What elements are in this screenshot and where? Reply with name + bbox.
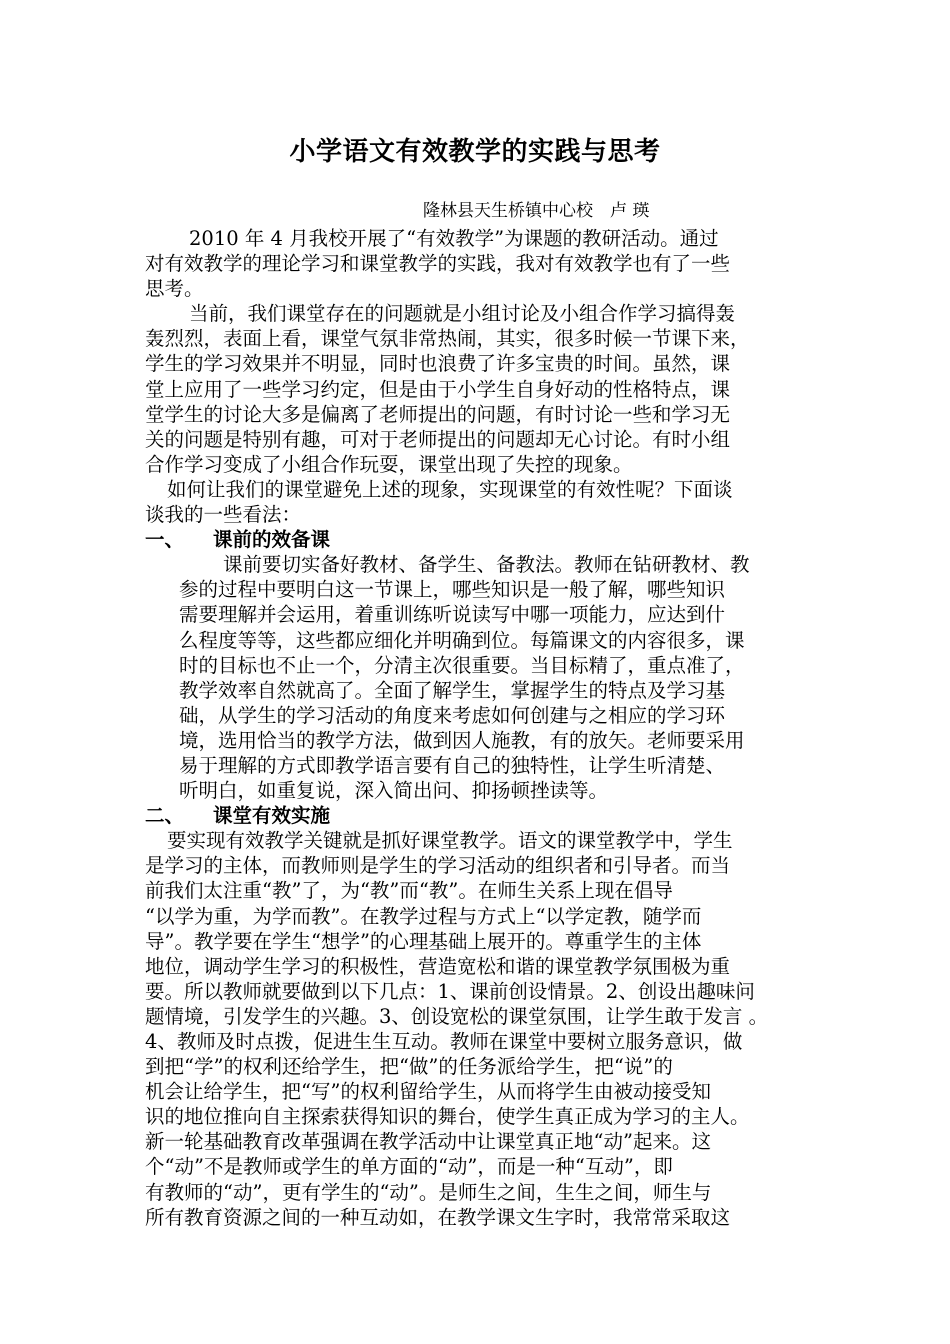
paragraph-line: “以学为重，为学而教”。在教学过程与方式上“以学定教，随学而 [145, 904, 702, 928]
paragraph-line: 合作学习变成了小组合作玩耍，课堂出现了失控的现象。 [145, 452, 633, 476]
paragraph-line: 思考。 [145, 277, 204, 301]
paragraph-line: 有教师的“动”，更有学生的“动”。是师生之间，生生之间，师生与 [145, 1180, 712, 1204]
author-line: 隆林县天生桥镇中心校 卢 瑛 [423, 201, 650, 221]
paragraph-line: 堂学生的讨论大多是偏离了老师提出的问题，有时讨论一些和学习无 [145, 402, 731, 426]
paragraph-line: 轰烈烈，表面上看，课堂气氛非常热闹，其实，很多时候一节课下来， [145, 327, 750, 351]
paragraph-line: 要实现有效教学关键就是抓好课堂教学。语文的课堂教学中，学生 [167, 829, 733, 853]
section-number: 二、 [145, 804, 185, 828]
section-heading [145, 527, 809, 552]
paragraph-line: 新一轮基础教育改革强调在教学活动中让课堂真正地“动”起来。这 [145, 1130, 711, 1154]
section-title: 课前的效备课 [213, 528, 331, 552]
paragraph-line: 识的地位推向自主探索获得知识的舞台，使学生真正成为学习的主人。 [145, 1105, 750, 1129]
paragraph-line: 时的目标也不止一个，分清主次很重要。当目标精了，重点准了， [179, 653, 745, 677]
paragraph-line: 课前要切实备好教材、备学生、备教法。教师在钻研教材、教 [223, 553, 750, 577]
paragraph-line: 到把“学”的权利还给学生，把“做”的任务派给学生，把“说”的 [145, 1055, 673, 1079]
paragraph-line: 学生的学习效果并不明显，同时也浪费了许多宝贵的时间。虽然，课 [145, 352, 731, 376]
paragraph-line: 堂上应用了一些学习约定，但是由于小学生自身好动的性格特点，课 [145, 377, 731, 401]
paragraph-line: 对有效教学的理论学习和课堂教学的实践，我对有效教学也有了一些 [145, 252, 731, 276]
paragraph-line: 2010 年 4 月我校开展了“有效教学”为课题的教研活动。通过 [189, 227, 719, 250]
paragraph-line: 谈我的一些看法： [145, 503, 302, 527]
paragraph-line: 需要理解并会运用，着重训练听说读写中哪一项能力，应达到什 [179, 603, 726, 627]
paragraph-line: 4、教师及时点拨，促进生生互动。教师在课堂中要树立服务意识，做 [145, 1030, 743, 1053]
paragraph-line: 前我们太注重“教”了，为“教”而“教”。在师生关系上现在倡导 [145, 879, 673, 903]
paragraph-line: 导”。教学要在学生“想学”的心理基础上展开的。尊重学生的主体 [145, 929, 702, 953]
paragraph-line: 如何让我们的课堂避免上述的现象，实现课堂的有效性呢？下面谈 [167, 477, 733, 501]
paragraph-line: 地位，调动学生学习的积极性，营造宽松和谐的课堂教学氛围极为重 [145, 954, 731, 978]
paragraph-line: 关的问题是特别有趣，可对于老师提出的问题却无心讨论。有时小组 [145, 427, 731, 451]
document-title: 小学语文有效教学的实践与思考 [289, 137, 661, 167]
paragraph-line: 参的过程中要明白这一节课上，哪些知识是一般了解，哪些知识 [179, 578, 726, 602]
section-number: 一、 [145, 528, 185, 552]
paragraph-line: 境，选用恰当的教学方法，做到因人施教，有的放矢。老师要采用 [179, 728, 745, 752]
section-heading [145, 803, 809, 828]
paragraph-line: 是学习的主体，而教师则是学生的学习活动的组织者和引导者。而当 [145, 854, 731, 878]
paragraph-line: 么程度等等，这些都应细化并明确到位。每篇课文的内容很多，课 [179, 628, 745, 652]
paragraph-line: 听明白，如重复说，深入简出问、抑扬顿挫读等。 [179, 779, 609, 803]
paragraph-line: 当前，我们课堂存在的问题就是小组讨论及小组合作学习搞得轰 [189, 302, 736, 326]
paragraph-line: 题情境，引发学生的兴趣。3、创设宽松的课堂氛围，让学生敢于发言 。 [145, 1004, 769, 1028]
paragraph-line: 教学效率自然就高了。全面了解学生，掌握学生的特点及学习基 [179, 678, 726, 702]
paragraph-line: 机会让给学生，把“写”的权利留给学生，从而将学生由被动接受知 [145, 1080, 711, 1104]
paragraph-line: 要。所以教师就要做到以下几点：1、课前创设情景。2、创设出趣味问 [145, 979, 755, 1003]
section-title: 课堂有效实施 [213, 804, 331, 828]
paragraph-line: 础，从学生的学习活动的角度来考虑如何创建与之相应的学习环 [179, 703, 726, 727]
document-body [145, 226, 809, 1230]
paragraph-line: 个“动”不是教师或学生的单方面的“动”，而是一种“互动”，即 [145, 1155, 673, 1179]
paragraph-line: 易于理解的方式即教学语言要有自己的独特性，让学生听清楚、 [179, 753, 726, 777]
paragraph-line: 所有教育资源之间的一种互动如，在教学课文生字时，我常常采取这 [145, 1205, 731, 1229]
